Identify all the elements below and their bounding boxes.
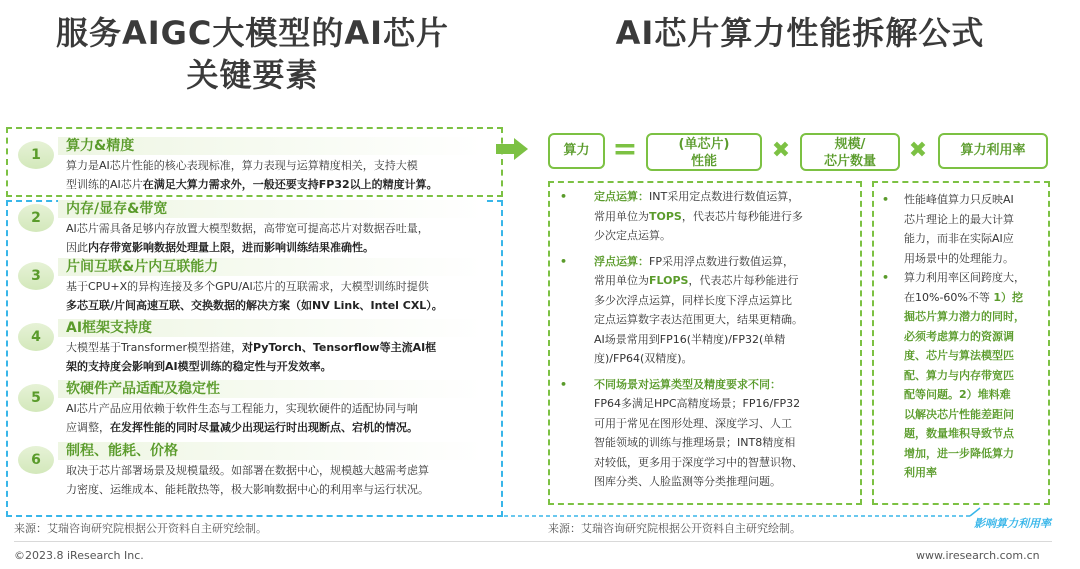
left-title bbox=[10, 12, 495, 96]
floating-point-text: 度)/FP64(双精度)。 bbox=[594, 352, 693, 365]
utilization-text: 算力利用率区间跨度大， bbox=[904, 271, 1025, 284]
factor-title: 算力&精度 bbox=[66, 138, 135, 154]
flops-unit: FLOPS bbox=[649, 274, 689, 287]
factor-title: 软硬件产品适配及稳定性 bbox=[66, 381, 220, 397]
factor-number: 4 bbox=[18, 323, 54, 351]
factor-description-highlight: 在发挥性能的同时尽量减少出现运行时出现断点、宕机的情况。 bbox=[110, 421, 418, 434]
factor-description-text: 取决于芯片部署场景及规模量级。如部署在数据中心，规模越大越需考虑算 bbox=[66, 464, 429, 477]
utilization-detail-text bbox=[872, 190, 1050, 483]
factor-description-text: AI芯片需具备足够内存放置大模型数据，高带宽可提高芯片对数据吞吐量， bbox=[66, 222, 429, 235]
utilization-highlight: 1）挖 bbox=[993, 290, 1024, 304]
factor-description-highlight: 在满足大算力需求外，一般还要支持FP32以上的精度计算。 bbox=[142, 178, 438, 191]
utilization-text: 用场景中的处理能力。 bbox=[904, 251, 1014, 265]
factor-number: 2 bbox=[18, 204, 54, 232]
factor-title: 制程、能耗、价格 bbox=[66, 443, 178, 459]
factor-description-highlight: 多芯互联/片间高速互联、交换数据 bbox=[66, 299, 236, 312]
utilization-highlight: 配等问题。2）堆料难 bbox=[904, 388, 1011, 401]
footer-divider bbox=[14, 541, 1052, 542]
factor-description bbox=[66, 399, 496, 437]
formula-performance-line2: 性能 bbox=[690, 154, 717, 169]
factor-number: 3 bbox=[18, 262, 54, 290]
factor-description bbox=[66, 219, 496, 257]
floating-point-text: ，代表芯片每秒能进行 bbox=[688, 274, 799, 287]
tops-unit: TOPS bbox=[649, 209, 682, 223]
utilization-highlight: 掘芯片算力潜力的同时， bbox=[904, 310, 1025, 323]
fixed-point-text: ，代表芯片每秒能进行多 bbox=[681, 209, 803, 223]
utilization-text: 在10%-60%不等 bbox=[904, 290, 990, 304]
bullet-icon: • bbox=[560, 190, 568, 203]
factor-description-highlight: 架的支持度会影响到AI模型训练的稳定性与开发效率。 bbox=[66, 360, 332, 373]
source-left: 来源：艾瑞咨询研究院根据公开资料自主研究绘制。 bbox=[14, 522, 267, 535]
performance-detail-text bbox=[548, 187, 862, 492]
factor-description-highlight: 对PyTorch、Tensorflow等主流AI框 bbox=[242, 341, 437, 354]
scenario-label: 不同场景对运算类型及精度要求不同： bbox=[594, 377, 781, 391]
fixed-point-text: 常用单位为 bbox=[594, 209, 649, 223]
scenario-text: FP64多满足HPC高精度场景；FP16/FP32 bbox=[594, 397, 801, 410]
utilization-highlight: 利用率 bbox=[904, 466, 937, 479]
factor-number: 1 bbox=[18, 141, 54, 169]
factor-title: 片间互联&片内互联能力 bbox=[66, 259, 219, 275]
utilization-text: 芯片理论上的最大计算 bbox=[904, 212, 1014, 226]
bullet-icon: • bbox=[882, 271, 890, 284]
factor-description-text: 大模型基于Transformer模型搭建， bbox=[66, 341, 243, 354]
utilization-highlight: 必须考虑算力的资源调 bbox=[904, 329, 1014, 343]
footer-copyright: ©2023.8 iResearch Inc. bbox=[14, 549, 144, 562]
floating-point-text: 多少次浮点运算，同样长度下浮点运算比 bbox=[594, 293, 792, 307]
factor-description-text: 力密度、运维成本、能耗散热等，极大影响数据中心的利用率与运行状况。 bbox=[66, 483, 429, 496]
bullet-icon: • bbox=[560, 254, 568, 268]
influence-label: 影响算力利用率 bbox=[974, 517, 1051, 530]
factor-description-highlight: 内存带宽影响数据处理量上限，进而影响训练结果准确性。 bbox=[88, 241, 374, 254]
formula-performance-line1: (单芯片) bbox=[678, 137, 730, 152]
utilization-text: 性能峰值算力只反映AI bbox=[904, 193, 1014, 206]
fixed-point-text: INT采用定点数进行数值运算， bbox=[649, 190, 800, 203]
factor-description-text: 因此 bbox=[66, 241, 88, 254]
formula-scale-box bbox=[800, 133, 900, 171]
source-right: 来源：艾瑞咨询研究院根据公开资料自主研究绘制。 bbox=[548, 522, 801, 535]
equals-icon: = bbox=[612, 132, 638, 167]
arrow-right-icon bbox=[496, 140, 530, 156]
floating-point-text: 常用单位为 bbox=[594, 274, 649, 287]
floating-point-label: 浮点运算： bbox=[594, 254, 649, 268]
fixed-point-text: 少次定点运算。 bbox=[594, 229, 671, 242]
formula-performance-box bbox=[646, 133, 762, 171]
utilization-text: 能力，而非在实际AI应 bbox=[904, 232, 1014, 245]
fixed-point-label: 定点运算： bbox=[594, 190, 649, 203]
multiply-icon: ✖ bbox=[771, 138, 791, 163]
bullet-icon: • bbox=[882, 193, 890, 206]
floating-point-text: FP采用浮点数进行数值运算， bbox=[649, 254, 794, 268]
factor-description-text: 应调整， bbox=[66, 421, 110, 434]
floating-point-text: 定点运算数字表达范围更大，结果更精确。 bbox=[594, 313, 803, 326]
formula-utilization-label: 算力利用率 bbox=[960, 143, 1026, 158]
floating-point-text: AI场景常用到FP16(半精度)/FP32(单精 bbox=[594, 332, 786, 346]
formula-utilization-box bbox=[938, 133, 1048, 169]
factor-title: AI框架支持度 bbox=[66, 320, 153, 336]
factor-description-highlight: 的解决方案（如NV Link、Intel CXL）。 bbox=[235, 299, 443, 312]
utilization-highlight: 以解决芯片性能差距问 bbox=[904, 407, 1014, 421]
footer-website: www.iresearch.com.cn bbox=[916, 549, 1040, 562]
factor-description-text: AI芯片产品应用依赖于软件生态与工程能力，实现软硬件的适配协同与响 bbox=[66, 402, 418, 415]
bullet-icon: • bbox=[560, 377, 568, 391]
formula-compute-label: 算力 bbox=[563, 143, 590, 158]
left-title-line1: 服务AIGC大模型的AI芯片 bbox=[55, 14, 450, 52]
utilization-highlight: 题，数量堆积导致节点 bbox=[904, 427, 1014, 440]
scenario-text: 智能领域的训练与推理场景；INT8精度相 bbox=[594, 436, 796, 449]
right-title: AI芯片算力性能拆解公式 bbox=[615, 14, 985, 52]
factor-description-text: 基于CPU+X的异构连接及多个GPU/AI芯片的互联需求，大模型训练时提供 bbox=[66, 280, 429, 293]
factor-description-text: 算力是AI芯片性能的核心表现标准，算力表现与运算精度相关，支持大模 bbox=[66, 159, 418, 172]
factor-description-text: 型训练的AI芯片 bbox=[66, 178, 143, 191]
formula-compute-box bbox=[548, 133, 605, 169]
factor-title: 内存/显存&带宽 bbox=[66, 201, 168, 217]
formula-scale-line2: 芯片数量 bbox=[823, 154, 876, 169]
utilization-highlight: 配、算力与内存带宽匹 bbox=[904, 368, 1014, 382]
factor-number: 6 bbox=[18, 446, 54, 474]
scenario-text: 对较低，更多用于深度学习中的智慧识物、 bbox=[594, 455, 803, 469]
factor-description bbox=[66, 277, 496, 315]
factor-description bbox=[66, 461, 496, 499]
scenario-text: 可用于常见在图形处理、深度学习、人工 bbox=[594, 416, 792, 430]
utilization-highlight: 度、芯片与算法模型匹 bbox=[904, 349, 1014, 362]
factor-description bbox=[66, 156, 496, 194]
formula-scale-line1: 规模/ bbox=[834, 137, 866, 152]
scenario-text: 图库分类、人脸监测等分类推理问题。 bbox=[594, 475, 781, 488]
left-title-line2: 关键要素 bbox=[186, 56, 319, 94]
multiply-icon: ✖ bbox=[908, 138, 928, 163]
factor-description bbox=[66, 338, 496, 376]
factor-number: 5 bbox=[18, 384, 54, 412]
utilization-highlight: 增加，进一步降低算力 bbox=[904, 446, 1014, 460]
